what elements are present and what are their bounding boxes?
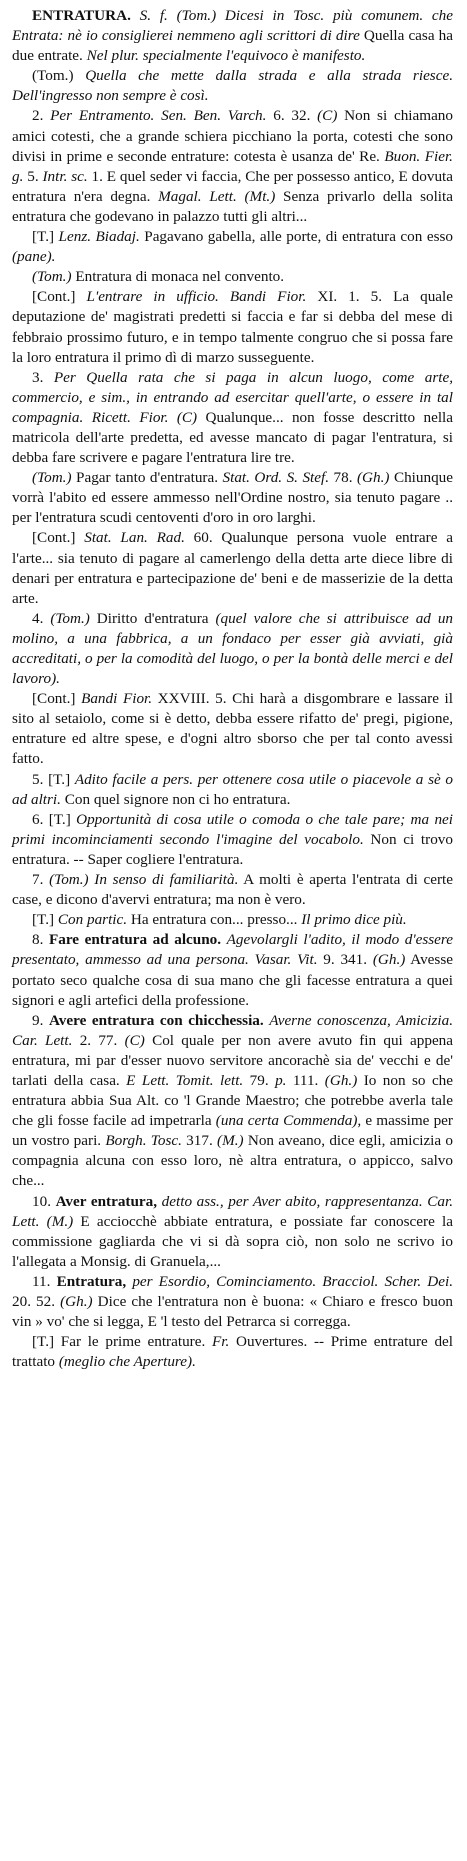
text-run: 1. E quel seder vi faccia, Che per possesso antico, E dovuta entratura n'era degna. (12, 167, 454, 205)
entry-paragraph (12, 1192, 453, 1272)
entry-paragraph (12, 468, 453, 528)
italic-text: (Gh.) (60, 1293, 93, 1310)
text-run: 111. (286, 1071, 325, 1089)
text-run: 6. 32. (266, 107, 318, 125)
italic-text: Buon. Fier. g. (12, 147, 453, 185)
italic-text: Per Quella rata che si paga in alcun luogo, come arte, commercio, e sim., in entrando ad esercitar quell'arte, o essere in tal compagnia. Ricett. Fior. (12, 368, 454, 426)
italic-text: (M.) (46, 1212, 74, 1230)
text-run: XI. 1. 5. La quale deputazione de' magistrati predetti si faccia e far si debba del mese di febbraio prossimo futuro, e in tempo talmente congruo che si possa fare la loro entratura il primo dì di marzo susseguente. (12, 288, 454, 366)
text-run: Ha entratura con... presso... (127, 911, 302, 929)
text-run: 5. [T.] (32, 770, 75, 788)
italic-text: (Tom.) In senso di familiarità. (49, 871, 239, 889)
italic-text: L'entrare in ufficio. Bandi Fior. (86, 288, 307, 306)
entry-paragraph (12, 689, 453, 769)
text-run: 11. (32, 1272, 57, 1290)
italic-text: (Gh.) (356, 469, 390, 487)
italic-text: Dicesi in Tosc. più comunem. che Entrata: nè io consiglierei nemmeno agli scrittori di dire (12, 7, 453, 45)
italic-text: Quella che mette dalla strada e alla strada riesce. Dell'ingresso non sempre è così. (12, 67, 453, 105)
headword: ENTRATURA. (32, 7, 131, 24)
text-run: Con quel signore non ci ho entratura. (60, 790, 291, 808)
entry-paragraph (12, 910, 453, 930)
text-run: Ouvertures. -- Prime entrature del trattato (12, 1333, 453, 1371)
italic-text: (meglio che Aperture). (58, 1353, 196, 1371)
text-run: 2. 77. (72, 1031, 125, 1049)
entry-paragraph (12, 368, 453, 468)
text-run: Senza privarlo della solita entratura che godevano in palazzo tutti gli altri... (12, 187, 453, 225)
entry-paragraph (12, 870, 453, 910)
entry-paragraph (12, 770, 453, 810)
italic-text: (pane). (12, 248, 56, 266)
entry-paragraph (12, 930, 453, 1010)
text-run: 2. (32, 107, 51, 125)
italic-text: (Gh.) (324, 1071, 358, 1089)
italic-text: (C) (124, 1031, 145, 1049)
text-run: 10. (32, 1192, 56, 1210)
text-run: 9. 341. (317, 951, 373, 969)
italic-text: Bandi Fior. (81, 690, 153, 708)
italic-text: (Gh.) (372, 951, 406, 969)
italic-text: Borgh. Tosc. (105, 1132, 182, 1150)
text-run: 8. (32, 931, 49, 949)
entry-paragraph (12, 1332, 453, 1372)
text-run (168, 409, 176, 426)
text-run: Non ci trovo entratura. -- Saper cogliere l'entratura. (12, 830, 453, 868)
italic-text: (Tom.) (32, 469, 72, 487)
italic-text: Lenz. Biadaj. (58, 228, 140, 246)
text-run: [T.] Far le prime entrature. (32, 1333, 212, 1351)
text-run: 20. 52. (12, 1293, 61, 1310)
text-run: [Cont.] (32, 288, 87, 306)
locution-text: Avere entratura con chicchessia. (48, 1011, 264, 1029)
text-run: [Cont.] (32, 529, 85, 547)
entry-paragraph (12, 1011, 453, 1192)
text-run: Diritto d'entratura (89, 609, 216, 627)
text-run: 4. (32, 609, 51, 627)
locution-text: Aver entratura, (55, 1192, 158, 1210)
text-run: Io non so che entratura abbia Sua Alt. co 'l Grande Maestro; che potrebbe averla tale che gli fosse facile ad impetrarla (12, 1071, 454, 1130)
entry-paragraph (12, 609, 453, 689)
italic-text: Intr. sc. (42, 167, 88, 185)
text-run: 9. (32, 1011, 49, 1029)
text-run: Non si chiamano amici cotesti, che a grande schiera picchiano la porta, cotesti che sono divisi in prime e seconde entrature: cotesta è usanza de' Re. (12, 107, 453, 165)
dictionary-entry (12, 6, 453, 1372)
italic-text: detto ass., per Aver abito, rappresentanza. Car. Lett. (12, 1192, 453, 1230)
italic-text: (C) (317, 107, 338, 125)
text-run: 317. (181, 1132, 218, 1150)
entry-paragraph (12, 106, 453, 227)
italic-text: per Esordio, Cominciamento. Bracciol. Scher. Dei. (132, 1272, 454, 1290)
text-run (39, 1213, 46, 1230)
entry-paragraph (12, 267, 453, 287)
text-run: Qualunque... non fosse descritto nella matricola dell'arte predetta, ed avesse mancato di pagar l'entratura, si debba fare scrivere e pagare l'entratura lire tre. (12, 408, 453, 467)
text-run: 60. Qualunque persona vuole entrare a l'arte... sia tenuto di pagare al camerlengo della detta arte diece libre di denari per entratura e partecipazione de' beni e de masserizie de la detta arte. (12, 529, 453, 607)
italic-text: (quel valore che si attribuisce ad un molino, a una fabbrica, a un fondaco per esser già avviati, già accreditati, o per la comodità del luogo, o per la bontà delle merci e del lavoro). (12, 609, 454, 688)
text-run: [T.] (32, 228, 59, 246)
text-run: XXVIII. 5. Chi harà a disgombrare e lassare il sito al setaiolo, come si è detto, debba essere rifatto de' pregi, pigione, entrature ed altre spese, e d'ogni altro sborso che per tal conto avessi fatto. (12, 690, 453, 768)
text-run: [T.] (32, 911, 58, 929)
italic-text: Con partic. (57, 911, 128, 929)
entry-paragraph (12, 6, 453, 66)
italic-text: (Tom.) (50, 609, 90, 627)
italic-text: Magal. Lett. (Mt.) (158, 187, 276, 205)
italic-text: (Tom.) (32, 268, 72, 286)
italic-text: E Lett. Tomit. lett. (126, 1071, 244, 1089)
italic-text: Agevolargli l'adito, il modo d'essere presentato, ammesso ad una persona. Vasar. Vit. (12, 931, 453, 969)
text-run: E acciocchè abbiate entratura, e possiate far conoscere la commissione gagliarda che vi si dà sopra ciò, non solo ne scrivo io l'allegata a Monsig. di Granuela,... (12, 1212, 453, 1270)
italic-text: Averne conoscenza, Amicizia. Car. Lett. (12, 1011, 454, 1049)
italic-text: Stat. Ord. S. Stef. (222, 469, 330, 487)
italic-text: Per Entramento. Sen. Ben. Varch. (50, 107, 267, 125)
italic-text: Fr. (211, 1333, 230, 1351)
italic-text: (una certa Commenda), (215, 1112, 362, 1130)
locution-text: Fare entratura ad alcuno. (48, 931, 222, 949)
text-run: 7. (32, 871, 50, 889)
text-run: Quella casa ha due entrate. (12, 27, 453, 65)
entry-paragraph (12, 227, 453, 267)
text-run: Avesse portato seco qualche cosa di sua mano che gli facesse entratura a quei signori e agli artefici della professione. (12, 951, 453, 1009)
italic-text: (M.) (217, 1132, 244, 1150)
entry-paragraph (12, 810, 453, 870)
text-run: [Cont.] (32, 690, 82, 708)
text-run: A molti è aperta l'entrata di certe case, e dicono d'avervi entratura; ma non è vero. (12, 871, 454, 909)
text-run: 5. (23, 167, 43, 185)
text-run: Pagar tanto d'entratura. (71, 469, 223, 487)
text-run: (Tom.) (32, 67, 74, 85)
text-run: Chiunque vorrà l'abito ed essere ammesso nell'Ordine nostro, sia tenuto pagare .. per l'entratura scudi centoventi d'oro in oro larghi. (12, 469, 454, 527)
text-run: Entratura di monaca nel convento. (71, 268, 285, 286)
italic-text: Nel plur. specialmente l'equivoco è manifesto. (82, 47, 366, 65)
italic-text: (C) (176, 408, 198, 426)
text-run: Col quale per non avere avuto fin qui appena entratura, mi par d'esser nuovo servitore ancorachè sia de' vecchi e de' tarlati della casa. (12, 1031, 454, 1089)
entry-paragraph (12, 528, 453, 608)
italic-text: Stat. Lan. Rad. (84, 529, 185, 547)
text-run: Pagavano gabella, alle porte, di entratura con esso (139, 228, 453, 246)
text-run: e massime per un vostro pari. (12, 1112, 453, 1150)
text-run: 78. (329, 469, 357, 487)
locution-text: Entratura, (56, 1272, 127, 1290)
italic-text: Opportunità di cosa utile o comoda o che tale pare; ma nei primi incominciamenti secondo l'imagine del vocabolo. (12, 810, 453, 848)
text-run: Non aveano, dice egli, amicizia o compagnia alcuna con esso loro, nè altra entratura, o appicco, salvo che... (12, 1132, 454, 1190)
italic-text: (Tom.) (176, 7, 217, 24)
text-run: Dice che l'entratura non è buona: « Chiaro e fresco buon vin » vo' che si legga, E 'l testo del Petrarca si corregga. (12, 1293, 454, 1331)
text-run: 3. (32, 368, 54, 386)
italic-text: Adito facile a pers. per ottenere cosa utile o piacevole a sè o ad altri. (12, 770, 454, 808)
text-run: 6. [T.] (32, 810, 77, 828)
entry-paragraph (12, 66, 453, 106)
entry-paragraph (12, 287, 453, 367)
grammar-label: S. f. (139, 7, 168, 24)
italic-text: p. (275, 1071, 287, 1089)
italic-text: Il primo dice più. (301, 911, 407, 929)
text-run: 79. (243, 1071, 276, 1089)
entry-paragraph (12, 1272, 453, 1332)
